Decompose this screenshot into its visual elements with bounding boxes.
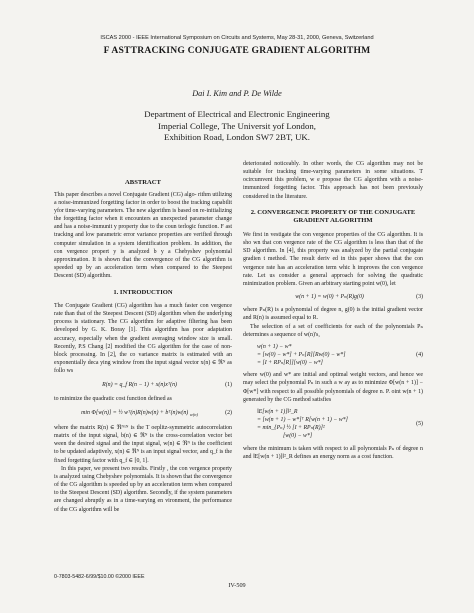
equation-subscript: w(n) xyxy=(189,411,198,417)
affiliation xyxy=(0,109,474,144)
body-paragraph: The selection of a set of coefficients for each of the polynomials Pₙ determines a sequence of w(n)'s, xyxy=(243,323,423,338)
equation-line: = [I + RPₙ[R]][w(0) − w*] xyxy=(257,360,323,367)
affiliation-line: Imperial College, The Universit yof London, xyxy=(158,120,316,131)
equation-line: = min_{Pₙ} ½ [I + RPₙ(R)]² xyxy=(257,425,325,432)
intro-paragraph: The Conjugate Gradient (CG) algorithm has a much faster con vergence rate than that of the Steepest Descent (SD) algorithm when the underlying process is stationary. The CG algorithm for adaptive filtering has been developed by G. K. Boray [1]. This algorithm has poor adaptation accuracy, especially when the gradient averaging window size is small. Recently, P.S Chang [2] modified the CG algorithm for the case of non-block processing. In [2], the co variance matrix is estimated with an exponentially deca ying window from the input signal vector x(n) ∈ ℜᴺ as follo ws xyxy=(54,302,232,375)
equation-body xyxy=(54,409,225,419)
equation-number: (3) xyxy=(416,294,423,301)
equation-line: w(n + 1) − w* xyxy=(257,343,292,350)
equation-5 xyxy=(243,408,423,441)
equation-text: min Φ[w(n)] = ½ wᵀ(n)R(n)w(n) + bᵀ(n)w(n) xyxy=(81,409,189,416)
abstract-text: This paper describes a novel Conjugate Gradient (CG) algo- rithm utilizing a noise-immunized forgetting factor in order to boost the tracking capabilit yfor time-varying parameters. The new algorithm is based on re-initializing the forgetting factor when it encounters an unexpected parameter change and has a noise-immunit y property due to the coun terlogic function. F ast tracking and low parametric error variance properties are verified through computer simulation in a system identification problem. In addition, the con vergence propert y is analyzed b y a Chebyshev polynomial approximation. It is shown that the convergence of the CG algorithm is speeded up by an acceleration term when compared to the Steepest Descent (SD) algorithm. xyxy=(54,191,232,280)
left-column xyxy=(54,179,232,514)
equation-body: R(n) = q_f R(n − 1) + x(n)xᵀ(n) xyxy=(102,382,177,389)
equation-4 xyxy=(243,343,423,367)
conference-line: ISCAS 2000 - IEEE International Symposium on Circuits and Systems, May 28-31, 2000, Geneva, Switzerland xyxy=(100,35,374,41)
equation-number: (5) xyxy=(416,421,423,428)
body-paragraph: deteriorated noticeably. In other words, the CG algorithm may not be suitable for tracking time-varying parameters in some situations. T ocircumvent this problem, w e propose the CG algorithm with a noise-immunized forgetting factor. This approach has not been previously considered in the literature. xyxy=(243,161,423,200)
abstract-heading: ABSTRACT xyxy=(125,179,161,186)
equation-line: [w(0) − w*] xyxy=(283,433,313,440)
body-paragraph: where the minimum is taken with respect to all polynomials Pₙ of degree n and ‖E[w(n + 1)]‖²_R defines an energy norm as a cost function. xyxy=(243,445,423,460)
intro-heading: 1. INTRODUCTION xyxy=(113,289,173,297)
paper-title: F ASTTRACKING CONJUGATE GRADIENT ALGORITHM xyxy=(103,45,371,56)
section-2-heading: 2. CONVERGENCE PROPERTY OF THE CONJUGATE GRADIENT ALGORITHM xyxy=(250,208,416,225)
intro-paragraph: where the matrix R(n) ∈ ℜᴺˣᴺ is the T oeplitz-symmetric autocorrelation matrix of the input signal, b(n) ∈ ℜᴺ is the cross-correlation vector bet ween the desired signal and the input signal, w(n) ∈ ℜᴺ is the coefficient to be updated adaptively, x(n) ∈ ℜᴺ is an input signal vector, and q_f is the fixed forgetting factor with q_f ∈ [0, 1]. xyxy=(54,424,232,464)
equation-line: = [w(0) − w*] + Pₙ[R][Rw(0) − w*] xyxy=(257,352,346,358)
affiliation-line: Exhibition Road, London SW7 2BT, UK. xyxy=(164,132,310,142)
equation-number: (1) xyxy=(225,382,232,389)
intro-paragraph: to minimize the quadratic cost function defined as xyxy=(54,396,172,403)
equation-1 xyxy=(54,381,232,389)
copyright-line: 0-7803-5482-6/99/$10.00 ©2000 IEEE xyxy=(54,574,145,580)
right-column xyxy=(243,160,423,461)
authors: Dai I. Kim and P. De Wilde xyxy=(192,89,282,98)
body-paragraph: where w(0) and w* are initial and optimal weight vectors, and hence we may select the polynomial Pₙ in such a w ay as to minimize Φ[w(n + 1)] − Φ[w*] with respect to all possible polynomials of degree n. P. oint w(n + 1) generated by the CG method satisfies xyxy=(243,372,423,403)
intro-paragraph: In this paper, we present two results. Firstly , the con vergence property is analyzed using Chebyshev polynomials. It is shown that the convergence of the CG algorithm is speeded up by an acceleration term when compared to the Steepest Descent (SD) algorithm. Secondly, if the system parameters are changed abruptly as in a time-varying en vironment, the performance of the CG algorithm will be xyxy=(54,465,232,513)
equation-number: (2) xyxy=(225,409,232,416)
equation-line: = [w(n + 1) − w*]ᵀ R[w(n + 1) − w*] xyxy=(257,417,348,424)
equation-number: (4) xyxy=(416,352,423,358)
equation-line: ‖E[w(n + 1)]‖²_R xyxy=(257,408,298,415)
equation-body: w(n + 1) = w(0) + Pₙ(R)g(0) xyxy=(295,294,364,301)
affiliation-line: Department of Electrical and Electronic Engineering xyxy=(144,109,330,119)
page-number: IV-509 xyxy=(228,582,246,589)
body-paragraph: We first in vestigate the con vergence properties of the CG algorithm. It is sho wn that con vergence rate of the CG algorithm is less than that of the SD algorithm. In [4], this property was analyzed by the partial conjugate gradien t method. The result deriv ed in this paper shows that the con vergence rate has an acceleration term whic h improves the con vergence rate. Let us consider a general approach for solving the quadratic minimization problem. Given an arbitrary starting point w(0), let xyxy=(243,231,423,287)
equation-2 xyxy=(54,409,232,419)
equation-3 xyxy=(243,293,423,301)
body-paragraph: where Pₙ(R) is a polynomial of degree n, g(0) is the initial gradient vector and R(n) is assumed equal to R. xyxy=(243,307,423,322)
